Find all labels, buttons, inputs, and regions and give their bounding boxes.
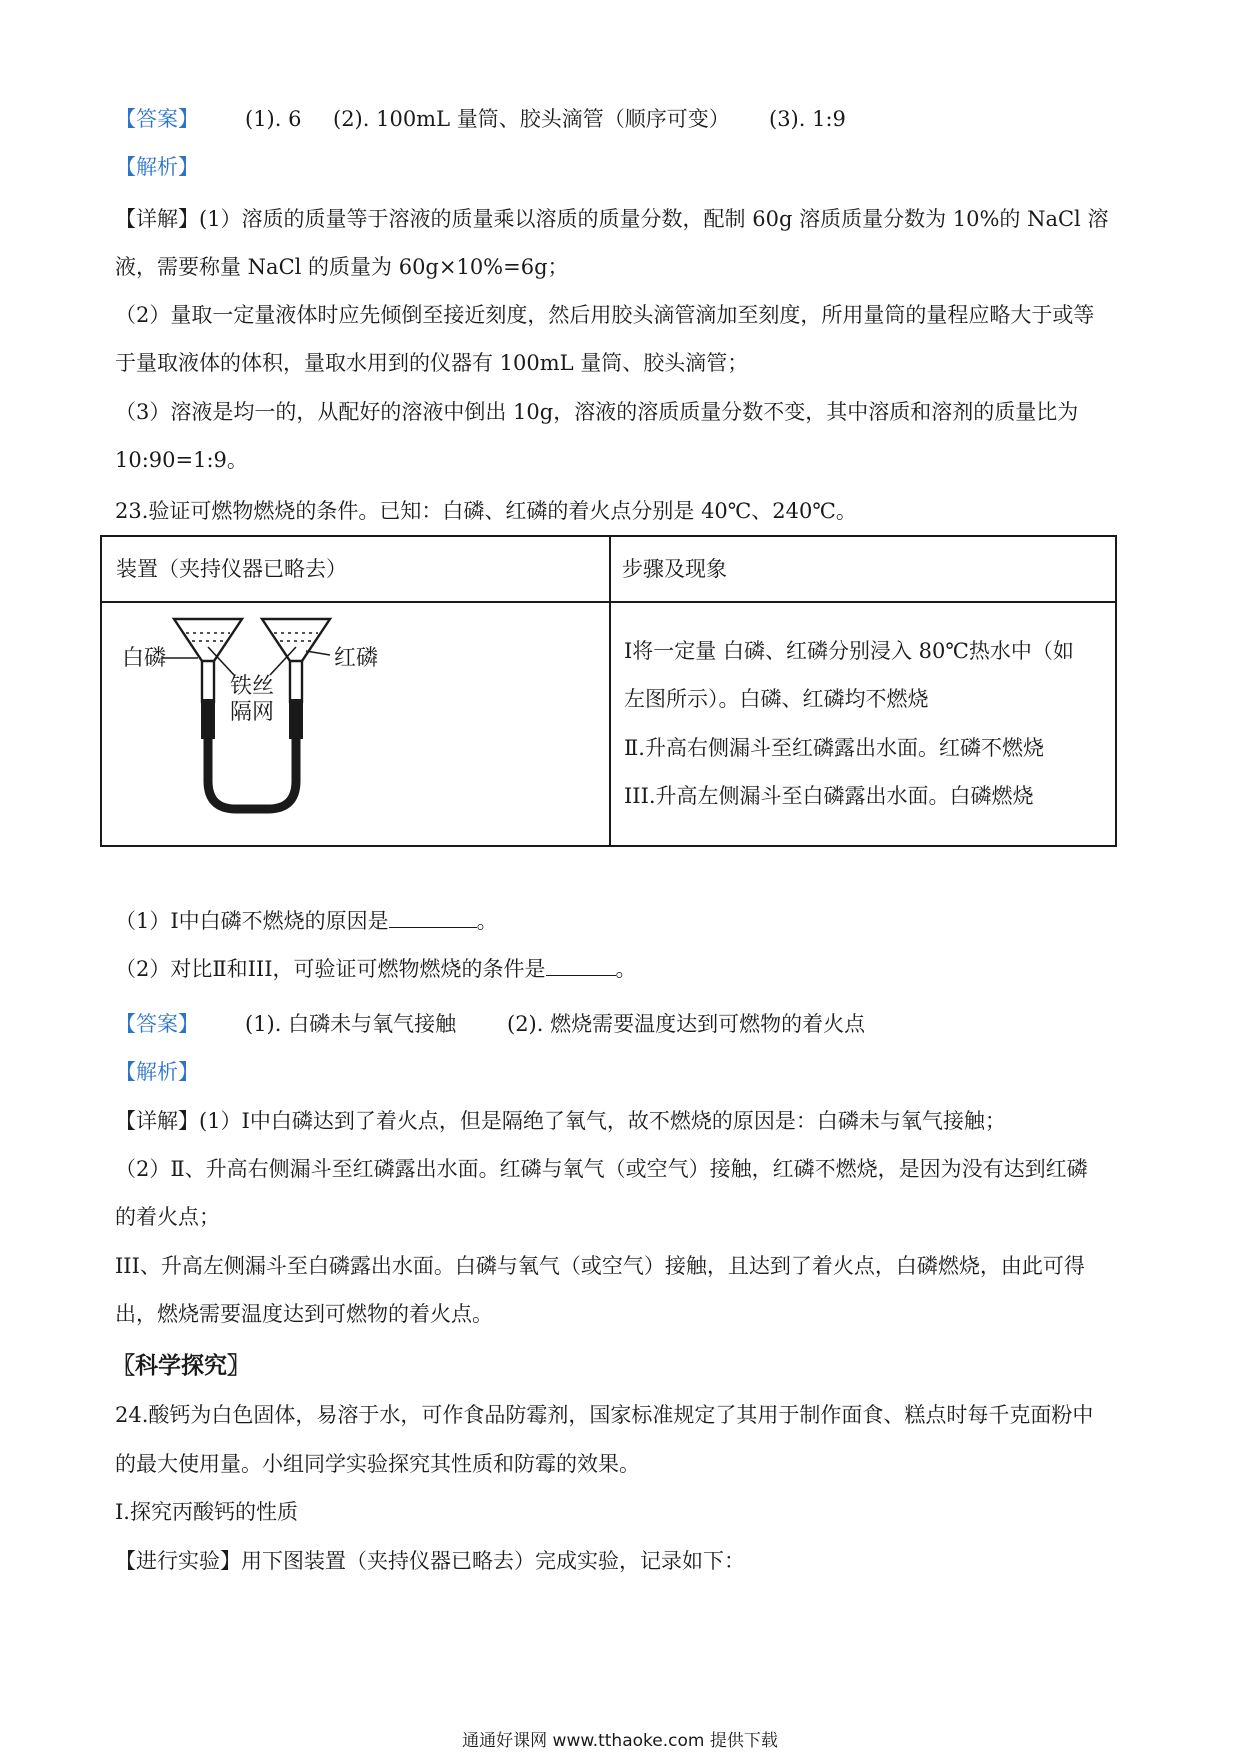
label-red-phosphorus: 红磷 bbox=[334, 646, 379, 671]
label-white-phosphorus: 白磷 bbox=[122, 646, 167, 671]
answer-part-1: (1). 6 bbox=[245, 107, 302, 131]
step-line: 左图所示）。白磷、红磷均不燃烧 bbox=[624, 687, 929, 711]
apparatus-figure bbox=[102, 603, 607, 847]
answer-part-1: (1). 白磷未与氧气接触 bbox=[245, 1012, 457, 1036]
detail-line: 【详解】(1）溶质的质量等于溶液的质量乘以溶质的质量分数，配制 60g 溶质质量分数为 10%的 NaCl 溶 bbox=[115, 207, 1109, 231]
answer-tag: 【答案】 bbox=[115, 107, 199, 131]
detail-line: 【详解】(1）Ⅰ中白磷达到了着火点，但是隔绝了氧气，故不燃烧的原因是：白磷未与氧气接触； bbox=[115, 1109, 1006, 1133]
red-p-pointer bbox=[306, 651, 330, 655]
right-connector bbox=[289, 699, 303, 739]
analysis-tag: 【解析】 bbox=[115, 1060, 199, 1084]
detail-line: （3）溶液是均一的，从配好的溶液中倒出 10g，溶液的溶质质量分数不变，其中溶质和溶剂的质量比为 bbox=[115, 400, 1079, 424]
answer-part-2: (2). 100mL 量筒、胶头滴管（顺序可变） bbox=[333, 107, 730, 131]
table-header-steps: 步骤及现象 bbox=[622, 557, 727, 581]
apparatus-table bbox=[100, 535, 1117, 847]
analysis-tag: 【解析】 bbox=[115, 155, 199, 179]
table-col-divider bbox=[609, 537, 611, 845]
label-mesh: 隔网 bbox=[230, 700, 275, 725]
question-23-1: （1）Ⅰ中白磷不燃烧的原因是 。 bbox=[115, 909, 498, 933]
detail-line: （2）Ⅱ、升高右侧漏斗至红磷露出水面。红磷与氧气（或空气）接触，红磷不燃烧，是因为没有达到红磷 bbox=[115, 1157, 1088, 1181]
answer-blank bbox=[389, 907, 477, 928]
detail-line: III、升高左侧漏斗至白磷露出水面。白磷与氧气（或空气）接触，且达到了着火点，白磷燃烧，由此可得 bbox=[115, 1254, 1085, 1278]
question-24-line: 的最大使用量。小组同学实验探究其性质和防霉的效果。 bbox=[115, 1452, 640, 1476]
detail-line: 出，燃烧需要温度达到可燃物的着火点。 bbox=[115, 1302, 493, 1326]
question-24-line: I.探究丙酸钙的性质 bbox=[115, 1500, 298, 1524]
detail-line: （2）量取一定量液体时应先倾倒至接近刻度，然后用胶头滴管滴加至刻度，所用量筒的量程应略大于或等 bbox=[115, 303, 1095, 327]
question-24-line: 24.酸钙为白色固体，易溶于水，可作食品防霉剂，国家标准规定了其用于制作面食、糕点时每千克面粉中 bbox=[115, 1403, 1094, 1427]
step-line: Ⅱ.升高右侧漏斗至红磷露出水面。红磷不燃烧 bbox=[624, 736, 1044, 760]
step-line: Ⅰ将一定量 白磷、红磷分别浸入 80℃热水中（如 bbox=[624, 639, 1074, 663]
left-connector bbox=[201, 699, 215, 739]
section-heading: 〖科学探究〗 bbox=[112, 1352, 250, 1379]
answer-part-3: (3). 1:9 bbox=[769, 107, 846, 131]
answer-blank bbox=[546, 955, 616, 976]
answer-tag: 【答案】 bbox=[115, 1012, 199, 1036]
footer-credit: 通通好课网 www.tthaoke.com 提供下载 bbox=[462, 1731, 778, 1751]
question-24-line: 【进行实验】用下图装置（夹持仪器已略去）完成实验，记录如下： bbox=[115, 1549, 745, 1573]
detail-line: 于量取液体的体积，量取水用到的仪器有 100mL 量筒、胶头滴管； bbox=[115, 351, 749, 375]
rubber-tube bbox=[208, 737, 296, 809]
step-line: III.升高左侧漏斗至白磷露出水面。白磷燃烧 bbox=[624, 784, 1034, 808]
detail-line: 的着火点； bbox=[115, 1205, 220, 1229]
detail-line: 10:90=1:9。 bbox=[115, 448, 248, 472]
table-header-apparatus: 装置（夹持仪器已略去） bbox=[116, 557, 347, 581]
question-23-title: 23.验证可燃物燃烧的条件。已知：白磷、红磷的着火点分别是 40℃、240℃。 bbox=[115, 499, 857, 523]
label-iron-wire: 铁丝 bbox=[230, 674, 275, 699]
answer-part-2: (2). 燃烧需要温度达到可燃物的着火点 bbox=[507, 1012, 866, 1036]
detail-line: 液，需要称量 NaCl 的质量为 60g×10%=6g； bbox=[115, 255, 569, 279]
question-23-2: （2）对比Ⅱ和III，可验证可燃物燃烧的条件是 。 bbox=[115, 957, 637, 981]
